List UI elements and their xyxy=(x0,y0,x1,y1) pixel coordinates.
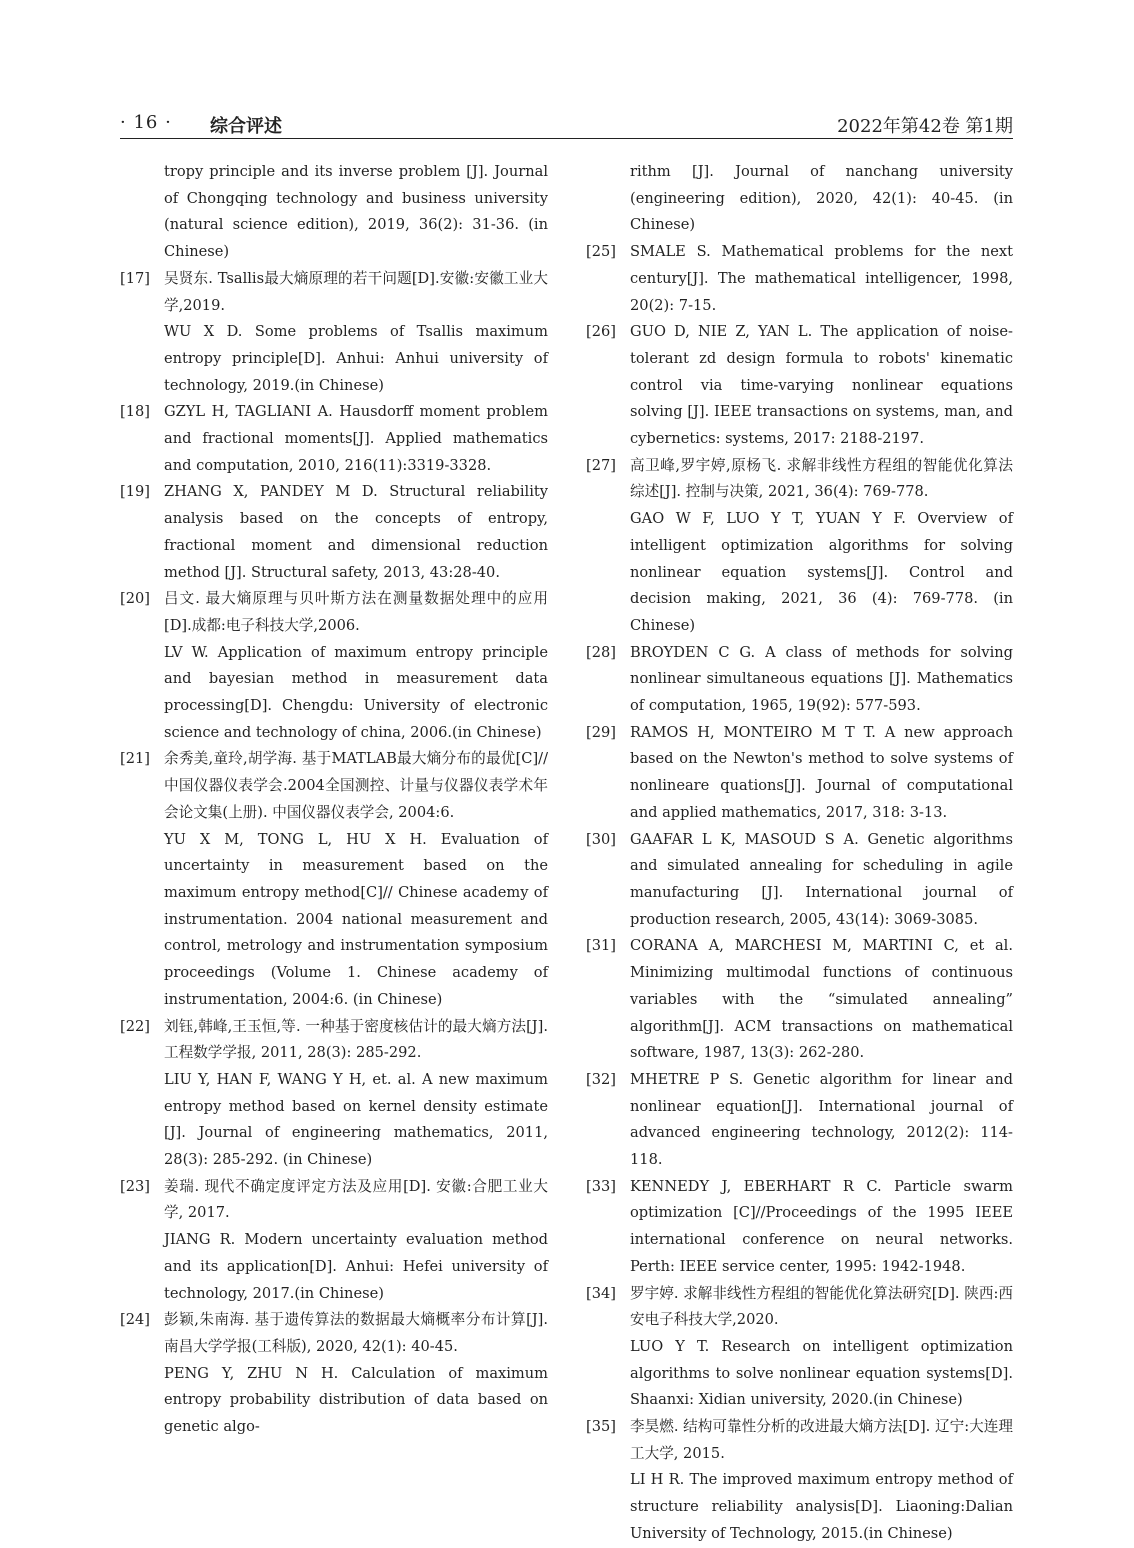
reference-text: CORANA A, MARCHESI M, MARTINI C, et al. Minimizing multimodal functions of continuous variables with the “simulated annealing” algorithm[J]. ACM transactions on mathematical software, 1987, 13(3): 262-280. xyxy=(630,937,1013,1062)
reference-item xyxy=(586,1067,1013,1174)
reference-item xyxy=(586,827,1013,934)
reference-number: [23] xyxy=(120,1177,150,1195)
reference-text: GZYL H, TAGLIANI A. Hausdorff moment problem and fractional moments[J]. Applied mathematics and computation, 2010, 216(11):3319-3328. xyxy=(164,403,548,474)
reference-item xyxy=(120,266,548,400)
reference-item xyxy=(586,239,1013,319)
reference-number: [21] xyxy=(120,750,150,768)
reference-number: [33] xyxy=(586,1177,616,1195)
reference-item xyxy=(120,1014,548,1174)
reference-text-english: LIU Y, HAN F, WANG Y H, et. al. A new maximum entropy method based on kernel density estimate [J]. Journal of engineering mathematics, 2011, 28(3): 285-292. (in Chinese) xyxy=(164,1070,548,1169)
reference-text-english: PENG Y, ZHU N H. Calculation of maximum entropy probability distribution of data based on genetic algo- xyxy=(164,1364,548,1436)
reference-text-english: WU X D. Some problems of Tsallis maximum entropy principle[D]. Anhui: Anhui university of technology, 2019.(in Chinese) xyxy=(164,323,548,394)
reference-number: [27] xyxy=(586,456,616,474)
reference-text-english: YU X M, TONG L, HU X H. Evaluation of uncertainty in measurement based on the maximum entropy method[C]// Chinese academy of instrumentation. 2004 national measurement and control, metrology and instrumentation symposium proceedings (Volume 1. Chinese academy of instrumentation, 2004:6. (in Chinese) xyxy=(164,830,548,1008)
reference-text-chinese: 高卫峰,罗宇婷,原杨飞. 求解非线性方程组的智能优化算法综述[J]. 控制与决策, 2021, 36(4): 769-778. xyxy=(630,456,1013,501)
journal-issue: 2022年第42卷 第1期 xyxy=(837,116,1013,137)
reference-text: KENNEDY J, EBERHART R C. Particle swarm optimization [C]//Proceedings of the 1995 IEEE international conference on neural networks. Perth: IEEE service center, 1995: 1942-1948. xyxy=(630,1177,1013,1275)
reference-text-english: JIANG R. Modern uncertainty evaluation method and its application[D]. Anhui: Hefei university of technology, 2017.(in Chinese) xyxy=(164,1231,548,1302)
reference-item xyxy=(120,586,548,746)
reference-number: [18] xyxy=(120,403,150,421)
reference-number: [25] xyxy=(586,243,616,261)
reference-item xyxy=(120,479,548,586)
reference-continuation: rithm [J]. Journal of nanchang university (engineering edition), 2020, 42(1): 40-45. (in Chinese) xyxy=(630,163,1013,234)
reference-item xyxy=(586,720,1013,827)
reference-number: [32] xyxy=(586,1070,616,1088)
reference-text-chinese: 吕文. 最大熵原理与贝叶斯方法在测量数据处理中的应用[D].成都:电子科技大学,2006. xyxy=(164,590,548,634)
reference-number: [29] xyxy=(586,723,616,741)
reference-text-english: GAO W F, LUO Y T, YUAN Y F. Overview of intelligent optimization algorithms for solving nonlinear equation systems[J]. Control and decision making, 2021, 36 (4): 769-778. (in Chinese) xyxy=(630,510,1013,634)
reference-number: [30] xyxy=(586,830,616,848)
reference-number: [19] xyxy=(120,483,150,501)
reference-text-chinese: 姜瑞. 现代不确定度评定方法及应用[D]. 安徽:合肥工业大学, 2017. xyxy=(164,1177,548,1222)
reference-item xyxy=(586,933,1013,1067)
reference-number: [22] xyxy=(120,1017,150,1035)
reference-number: [34] xyxy=(586,1284,616,1302)
reference-number: [31] xyxy=(586,937,616,955)
reference-number: [24] xyxy=(120,1311,150,1329)
left-column xyxy=(120,159,548,1441)
reference-item xyxy=(586,640,1013,720)
reference-item xyxy=(120,399,548,479)
reference-list xyxy=(586,239,1013,1547)
reference-text: GUO D, NIE Z, YAN L. The application of noise-tolerant zd design formula to robots' kinematic control via time-varying nonlinear equations solving [J]. IEEE transactions on systems, man, and cybernetics: systems, 2017: 2188-2197. xyxy=(630,323,1013,448)
reference-number: [26] xyxy=(586,323,616,341)
reference-text-chinese: 李昊燃. 结构可靠性分析的改进最大熵方法[D]. 辽宁:大连理工大学, 2015. xyxy=(630,1418,1013,1462)
reference-text-chinese: 彭颖,朱南海. 基于遗传算法的数据最大熵概率分布计算[J]. 南昌大学学报(工科版), 2020, 42(1): 40-45. xyxy=(164,1311,548,1355)
reference-text: ZHANG X, PANDEY M D. Structural reliability analysis based on the concepts of entropy, fractional moment and dimensional reduction method [J]. Structural safety, 2013, 43:28-40. xyxy=(164,483,548,581)
page-header xyxy=(120,112,1013,138)
reference-text: SMALE S. Mathematical problems for the next century[J]. The mathematical intelligencer, 1998, 20(2): 7-15. xyxy=(630,243,1013,314)
reference-list xyxy=(120,266,548,1441)
reference-number: [35] xyxy=(586,1418,616,1436)
reference-number: [17] xyxy=(120,269,150,287)
reference-number: [28] xyxy=(586,643,616,661)
reference-text: MHETRE P S. Genetic algorithm for linear and nonlinear equation[J]. International journal of advanced engineering technology, 2012(2): 114-118. xyxy=(630,1070,1013,1169)
reference-text-chinese: 罗宇婷. 求解非线性方程组的智能优化算法研究[D]. 陕西:西安电子科技大学,2020. xyxy=(630,1284,1013,1329)
reference-text-chinese: 吴贤东. Tsallis最大熵原理的若干问题[D].安徽:安徽工业大学,2019. xyxy=(164,269,548,314)
reference-text: BROYDEN C G. A class of methods for solving nonlinear simultaneous equations [J]. Mathematics of computation, 1965, 19(92): 577-593. xyxy=(630,643,1013,715)
reference-text: GAAFAR L K, MASOUD S A. Genetic algorithms and simulated annealing for scheduling in agile manufacturing [J]. International journal of production research, 2005, 43(14): 3069-3085. xyxy=(630,830,1013,928)
page-number: · 16 · xyxy=(120,112,172,133)
reference-text: RAMOS H, MONTEIRO M T T. A new approach based on the Newton's method to solve systems of nonlineare quations[J]. Journal of computational and applied mathematics, 2017, 318: 3-13. xyxy=(630,723,1013,821)
reference-text-english: LI H R. The improved maximum entropy method of structure reliability analysis[D]. Liaoning:Dalian University of Technology, 2015.(in Chinese) xyxy=(630,1471,1013,1542)
right-column xyxy=(586,159,1013,1548)
reference-item xyxy=(586,453,1013,640)
section-title: 综合评述 xyxy=(210,116,282,137)
reference-text-english: LV W. Application of maximum entropy principle and bayesian method in measurement data processing[D]. Chengdu: University of electronic science and technology of china, 2006.(in Chinese) xyxy=(164,643,548,741)
reference-text-english: LUO Y T. Research on intelligent optimization algorithms to solve nonlinear equation systems[D]. Shaanxi: Xidian university, 2020.(in Chinese) xyxy=(630,1337,1013,1409)
reference-text-chinese: 余秀美,童玲,胡学海. 基于MATLAB最大熵分布的最优[C]//中国仪器仪表学会.2004全国测控、计量与仪器仪表学术年会论文集(上册). 中国仪器仪表学会, 2004:6. xyxy=(164,750,548,821)
reference-number: [20] xyxy=(120,590,150,608)
reference-continuation: tropy principle and its inverse problem [J]. Journal of Chongqing technology and business university (natural science edition), 2019, 36(2): 31-36. (in Chinese) xyxy=(164,163,548,261)
reference-item xyxy=(586,319,1013,453)
reference-item xyxy=(120,1174,548,1308)
reference-item xyxy=(120,1307,548,1441)
reference-item xyxy=(586,1174,1013,1281)
header-rule xyxy=(120,138,1013,139)
reference-text-chinese: 刘钰,韩峰,王玉恒,等. 一种基于密度核估计的最大熵方法[J]. 工程数学学报, 2011, 28(3): 285-292. xyxy=(164,1017,548,1062)
reference-item xyxy=(586,1281,1013,1415)
reference-item xyxy=(120,746,548,1013)
